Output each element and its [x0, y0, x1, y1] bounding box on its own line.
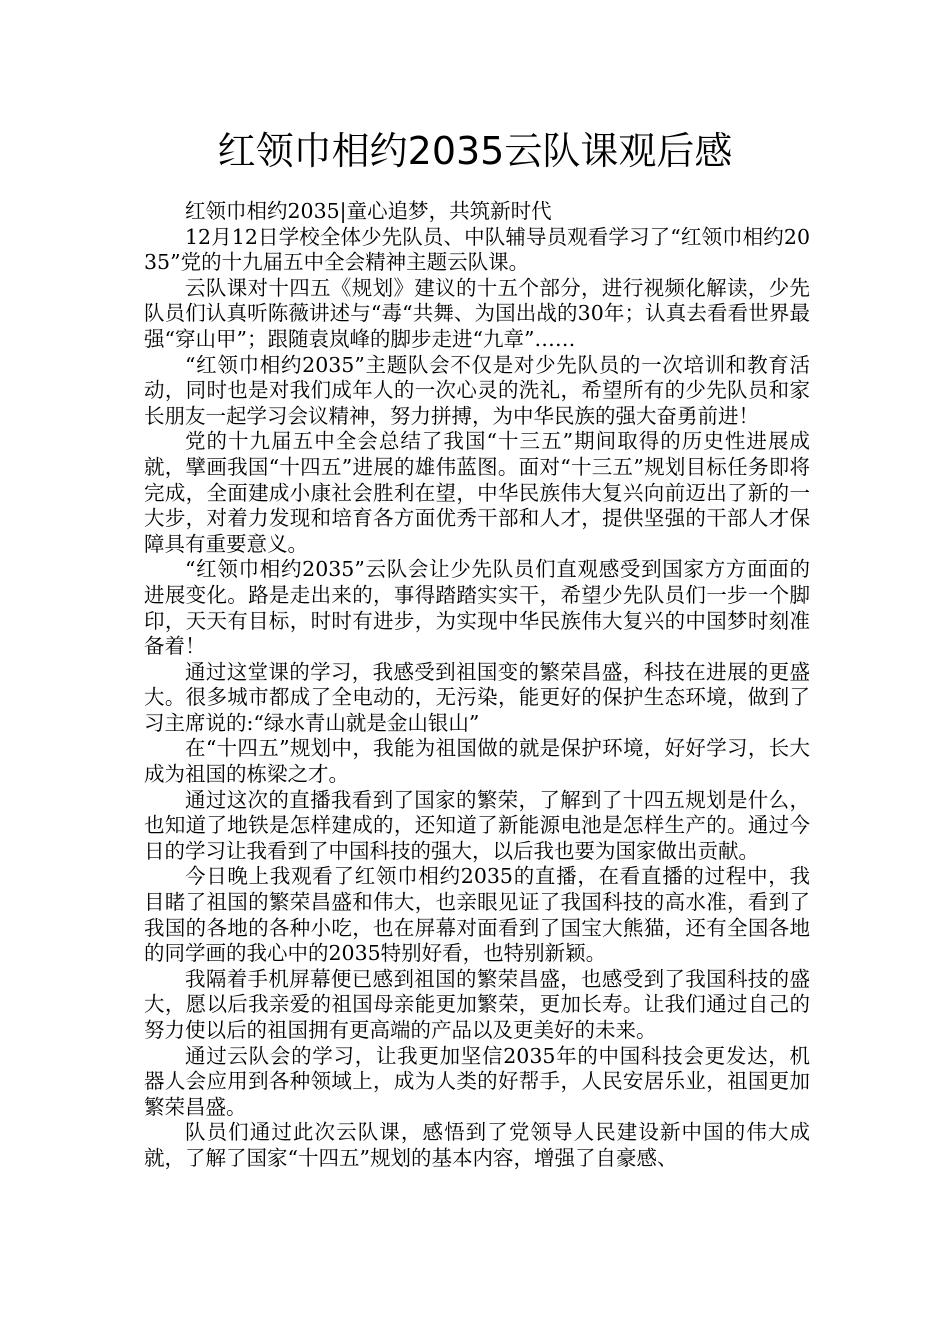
paragraph: 在“十四五”规划中，我能为祖国做的就是保护环境，好好学习，长大成为祖国的栋梁之才。 [144, 736, 810, 787]
paragraph: 今日晚上我观看了红领巾相约2035的直播，在看直播的过程中，我目睹了祖国的繁荣昌盛和伟大，也亲眼见证了我国科技的高水准，看到了我国的各地的各种小吃，也在屏幕对面看到了国宝大熊猫，还有全国各地的同学画的我心中的2035特别好看，也特别新颖。 [144, 864, 810, 966]
document-body [144, 199, 810, 1172]
paragraph: 通过这堂课的学习，我感受到祖国变的繁荣昌盛，科技在进展的更盛大。很多城市都成了全电动的，无污染，能更好的保护生态环境，做到了习主席说的:“绿水青山就是金山银山” [144, 659, 810, 735]
document-title: 红领巾相约2035云队课观后感 [217, 129, 733, 173]
paragraph: 通过云队会的学习，让我更加坚信2035年的中国科技会更发达，机器人会应用到各种领域上，成为人类的好帮手，人民安居乐业，祖国更加繁荣昌盛。 [144, 1043, 810, 1119]
paragraph: 队员们通过此次云队课，感悟到了党领导人民建设新中国的伟大成就，了解了国家“十四五”规划的基本内容，增强了自豪感、 [144, 1120, 810, 1170]
paragraph: 党的十九届五中全会总结了我国“十三五”期间取得的历史性进展成就，擘画我国“十四五”进展的雄伟蓝图。面对“十三五”规划目标任务即将完成，全面建成小康社会胜利在望，中华民族伟大复兴向前迈出了新的一大步，对着力发现和培育各方面优秀干部和人才，提供坚强的干部人才保障具有重要意义。 [144, 429, 810, 556]
paragraph: 红领巾相约2035|童心追梦，共筑新时代 [185, 199, 552, 223]
paragraph: “红领巾相约2035”主题队会不仅是对少先队员的一次培训和教育活动，同时也是对我们成年人的一次心灵的洗礼，希望所有的少先队员和家长朋友一起学习会议精神，努力拼搏，为中华民族的强大奋勇前进！ [144, 352, 810, 428]
paragraph: 云队课对十四五《规划》建议的十五个部分，进行视频化解读，少先队员们认真听陈薇讲述与“毒“共舞、为国出战的30年；认真去看看世界最强“穿山甲”；跟随袁岚峰的脚步走进“九章”…… [144, 275, 810, 351]
paragraph: “红领巾相约2035”云队会让少先队员们直观感受到国家方方面面的进展变化。路是走出来的，事得踏踏实实干，希望少先队员们一步一个脚印，天天有目标，时时有进步，为实现中华民族伟大复兴的中国梦时刻准备着！ [144, 557, 810, 659]
paragraph: 12月12日学校全体少先队员、中队辅导员观看学习了“红领巾相约2035”党的十九届五中全会精神主题云队课。 [144, 224, 810, 275]
paragraph: 我隔着手机屏幕便已感到祖国的繁荣昌盛，也感受到了我国科技的盛大，愿以后我亲爱的祖国母亲能更加繁荣，更加长寿。让我们通过自己的努力使以后的祖国拥有更高端的产品以及更美好的未来。 [144, 966, 810, 1042]
paragraph: 通过这次的直播我看到了国家的繁荣，了解到了十四五规划是什么，也知道了地铁是怎样建成的，还知道了新能源电池是怎样生产的。通过今日的学习让我看到了中国科技的强大，以后我也要为国家做出贡献。 [144, 787, 810, 863]
